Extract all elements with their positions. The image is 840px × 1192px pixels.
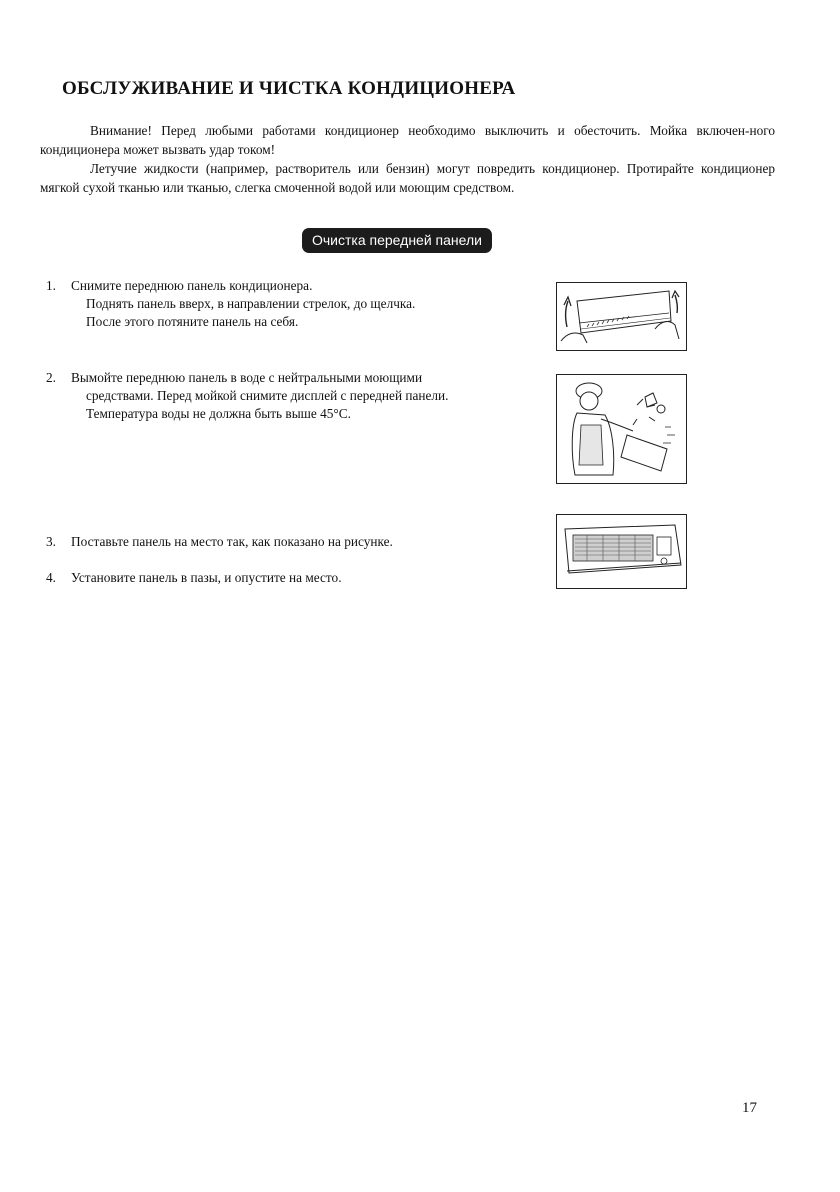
- step-number: 3.: [46, 534, 56, 549]
- step-number: 4.: [46, 570, 56, 585]
- washing-panel-illustration: [557, 375, 686, 483]
- liquids-paragraph: Летучие жидкости (например, растворитель или бензин) могут повредить кондиционер. Протирайте кондиционер мягкой сухой тканью или тканью, слегка смоченной водой или моющим средством.: [40, 161, 775, 195]
- page-number: 17: [742, 1100, 757, 1116]
- page-title: ОБСЛУЖИВАНИЕ И ЧИСТКА КОНДИЦИОНЕРА: [62, 78, 516, 99]
- figure-remove-panel: [556, 282, 687, 351]
- step-text: Установите панель в пазы, и опустите на место.: [71, 570, 342, 585]
- figure-install-panel: [556, 514, 687, 589]
- step-text: Вымойте переднюю панель в воде с нейтральными моющими: [71, 370, 423, 385]
- ac-panel-lift-illustration: [557, 283, 686, 350]
- step-text: Поднять панель вверх, в направлении стрелок, до щелчка.: [86, 296, 416, 311]
- step-text: средствами. Перед мойкой снимите дисплей с передней панели.: [86, 388, 449, 403]
- section-label: Очистка передней панели: [302, 228, 492, 253]
- step-number: 1.: [46, 278, 56, 293]
- step-text: Снимите переднюю панель кондиционера.: [71, 278, 313, 293]
- ac-panel-install-illustration: [557, 515, 686, 588]
- warning-paragraph: Внимание! Перед любыми работами кондиционер необходимо выключить и обесточить. Мойка включен-ного кондиционера может вызвать удар током!: [40, 123, 775, 157]
- figure-wash-panel: [556, 374, 687, 484]
- step-text: После этого потяните панель на себя.: [86, 314, 299, 329]
- intro-text: [40, 121, 775, 197]
- step-text: Поставьте панель на место так, как показано на рисунке.: [71, 534, 393, 549]
- step-text: Температура воды не должна быть выше 45°С.: [86, 406, 351, 421]
- step-number: 2.: [46, 370, 56, 385]
